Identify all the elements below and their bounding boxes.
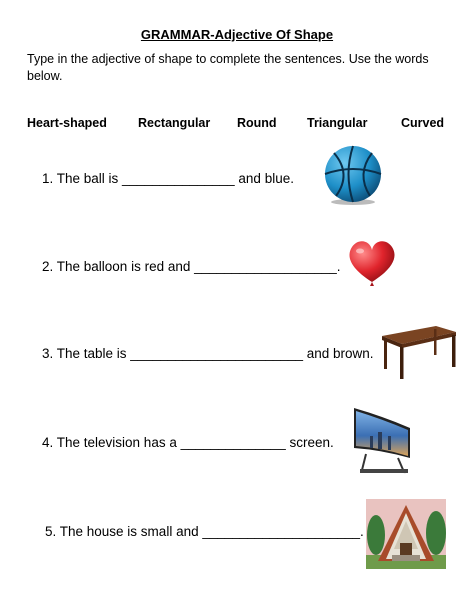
sentence-3[interactable]: 3. The table is _______________________ and brown. — [42, 346, 374, 361]
balloon-image — [344, 236, 400, 288]
ball-image — [322, 144, 384, 206]
sentence-4[interactable]: 4. The television has a ______________ screen. — [42, 435, 334, 450]
word-bank-rectangular: Rectangular — [138, 116, 211, 130]
sentence-1[interactable]: 1. The ball is _______________ and blue. — [42, 171, 294, 186]
word-bank-curved: Curved — [401, 116, 445, 130]
instructions-text: Type in the adjective of shape to complete the sentences. Use the words below. — [27, 52, 429, 83]
sentence-2[interactable]: 2. The balloon is red and ___________________. — [42, 259, 341, 274]
worksheet-title: GRAMMAR-Adjective Of Shape — [140, 27, 334, 42]
word-bank-triangular: Triangular — [307, 116, 368, 130]
television-image — [348, 406, 412, 478]
table-image — [378, 322, 458, 380]
house-image — [366, 499, 446, 569]
word-bank-round: Round — [237, 116, 277, 130]
sentence-5[interactable]: 5. The house is small and _____________________. — [45, 524, 364, 539]
word-bank-heart-shaped: Heart-shaped — [27, 116, 107, 130]
